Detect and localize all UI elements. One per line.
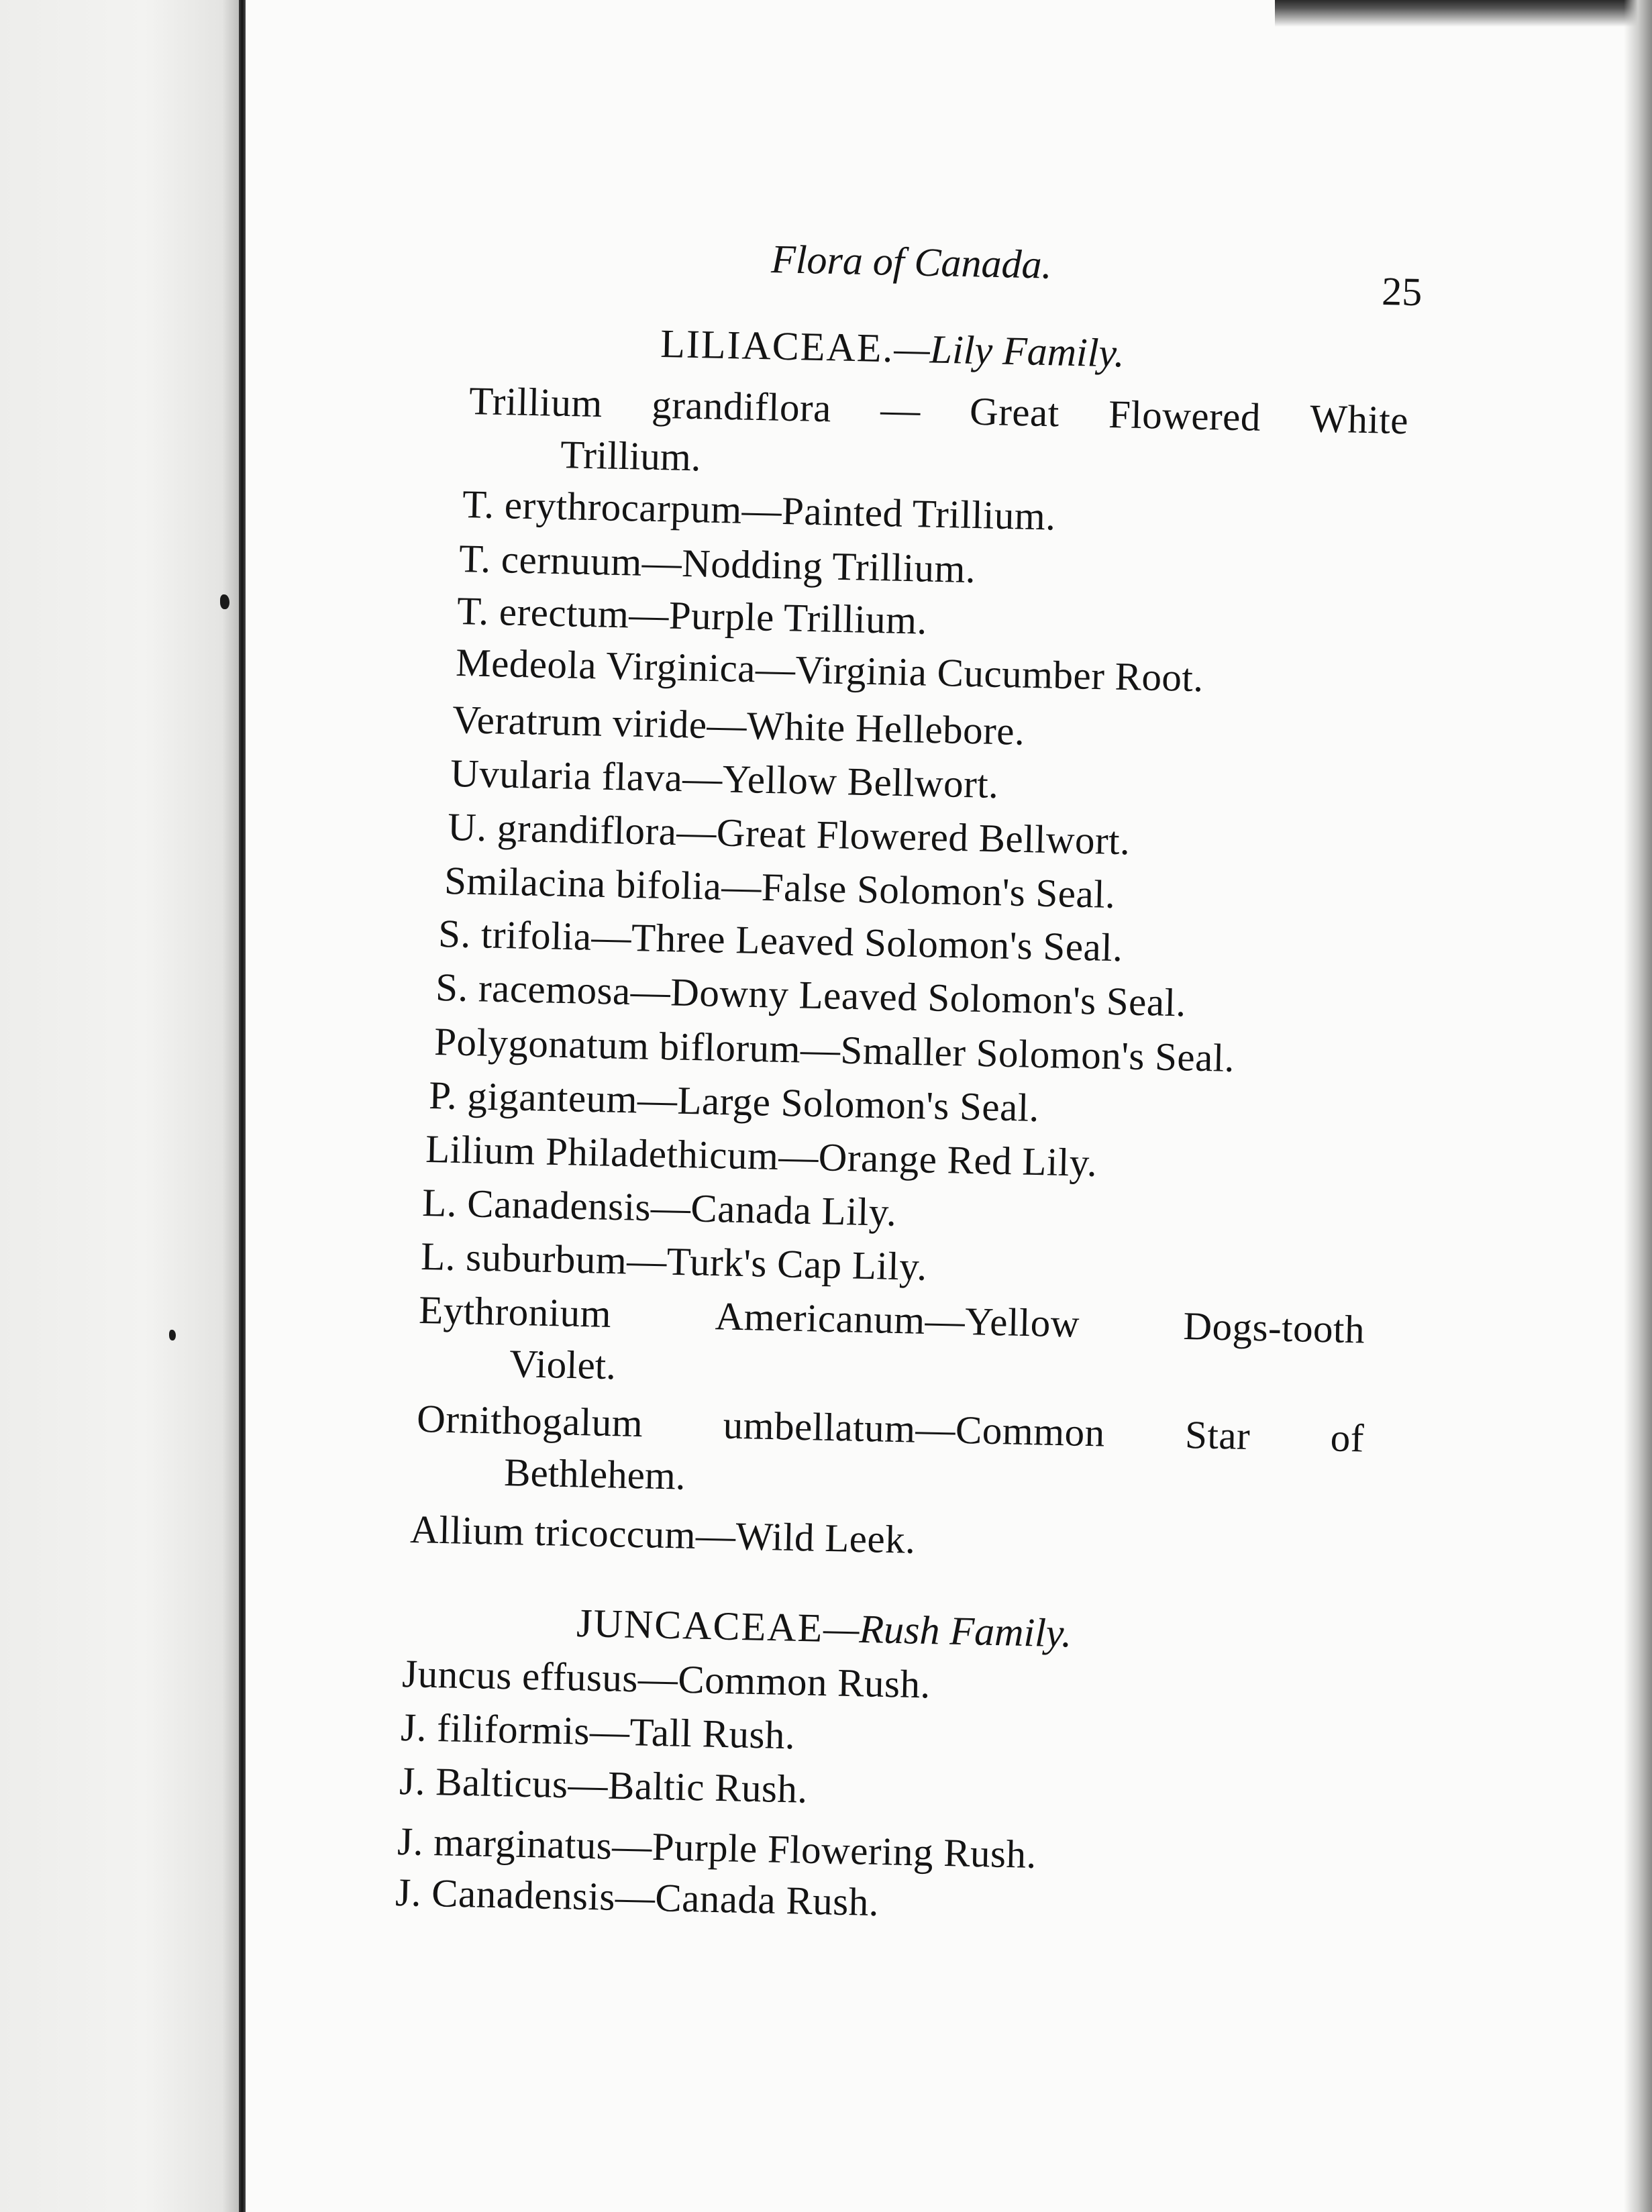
family-heading bbox=[660, 321, 1125, 376]
species-entry: Lilium Philadethicum—Orange Red Lily. bbox=[425, 1126, 1098, 1185]
family-name: LILIACEAE. bbox=[660, 321, 895, 371]
entry-continuation: Trillium. bbox=[560, 431, 702, 480]
species-entry: Allium tricoccum—Wild Leek. bbox=[409, 1506, 917, 1562]
entry-word: White bbox=[1309, 396, 1409, 443]
page-top-edge bbox=[1275, 0, 1652, 27]
species-entry: T. erythrocarpum—Painted Trillium. bbox=[462, 481, 1057, 539]
entry-word: — bbox=[880, 386, 921, 433]
entry-word: Great bbox=[969, 388, 1060, 435]
species-entry: Veratrum viride—White Hellebore. bbox=[452, 696, 1025, 753]
entry-word: Flowered bbox=[1108, 391, 1261, 439]
facing-page bbox=[0, 0, 242, 2212]
entry-continuation: Bethlehem. bbox=[503, 1449, 686, 1498]
binding-thread-mark bbox=[169, 1330, 176, 1340]
species-entry: P. giganteum—Large Solomon's Seal. bbox=[428, 1072, 1040, 1130]
running-head: Flora of Canada. bbox=[770, 236, 1053, 287]
species-entry: Medeola Virginica—Virginia Cucumber Root. bbox=[455, 639, 1204, 700]
species-entry: S. racemosa—Downy Leaved Solomon's Seal. bbox=[435, 964, 1187, 1025]
entry-word: Dogs-tooth bbox=[1182, 1303, 1365, 1352]
species-entry: T. cernuum—Nodding Trillium. bbox=[458, 535, 976, 592]
species-entry: T. erectum—Purple Trillium. bbox=[456, 588, 928, 643]
species-entry: L. Canadensis—Canada Lily. bbox=[421, 1179, 897, 1234]
family-common-name: —Rush Family. bbox=[823, 1605, 1072, 1656]
page-number: 25 bbox=[1381, 268, 1423, 315]
species-entry: Polygonatum biflorum—Smaller Solomon's Seal. bbox=[433, 1018, 1235, 1080]
species-entry: J. Balticus—Baltic Rush. bbox=[399, 1758, 809, 1811]
species-entry: Juncus effusus—Common Rush. bbox=[401, 1650, 931, 1707]
entry-word: of bbox=[1330, 1415, 1365, 1461]
book-gutter bbox=[239, 0, 246, 2212]
family-common-name: —Lily Family. bbox=[893, 326, 1125, 376]
page-right-edge bbox=[1624, 0, 1652, 2212]
species-entry: U. grandiflora—Great Flowered Bellwort. bbox=[447, 804, 1131, 863]
entry-continuation: Violet. bbox=[509, 1340, 617, 1388]
species-entry: S. trifolia—Three Leaved Solomon's Seal. bbox=[437, 910, 1124, 970]
entry-word: umbellatum—Common bbox=[723, 1402, 1106, 1455]
species-entry: J. filiformis—Tall Rush. bbox=[400, 1704, 796, 1758]
species-entry: Smilacina bifolia—False Solomon's Seal. bbox=[444, 857, 1117, 916]
species-entry: J. Canadensis—Canada Rush. bbox=[395, 1869, 880, 1925]
entry-word: Trillium bbox=[468, 378, 603, 426]
entry-word: Ornithogalum bbox=[416, 1395, 643, 1446]
entry-word: Americanum—Yellow bbox=[715, 1294, 1080, 1346]
entry-word: Star bbox=[1184, 1412, 1251, 1459]
entry-word: grandiflora bbox=[651, 382, 832, 431]
species-entry: J. marginatus—Purple Flowering Rush. bbox=[397, 1818, 1037, 1877]
entry-word: Eythronium bbox=[418, 1287, 612, 1336]
family-name: JUNCACEAE bbox=[576, 1600, 824, 1650]
species-entry: L. suburbum—Turk's Cap Lily. bbox=[420, 1233, 928, 1289]
binding-thread-mark bbox=[220, 594, 229, 609]
species-entry: Uvularia flava—Yellow Bellwort. bbox=[450, 750, 1000, 807]
